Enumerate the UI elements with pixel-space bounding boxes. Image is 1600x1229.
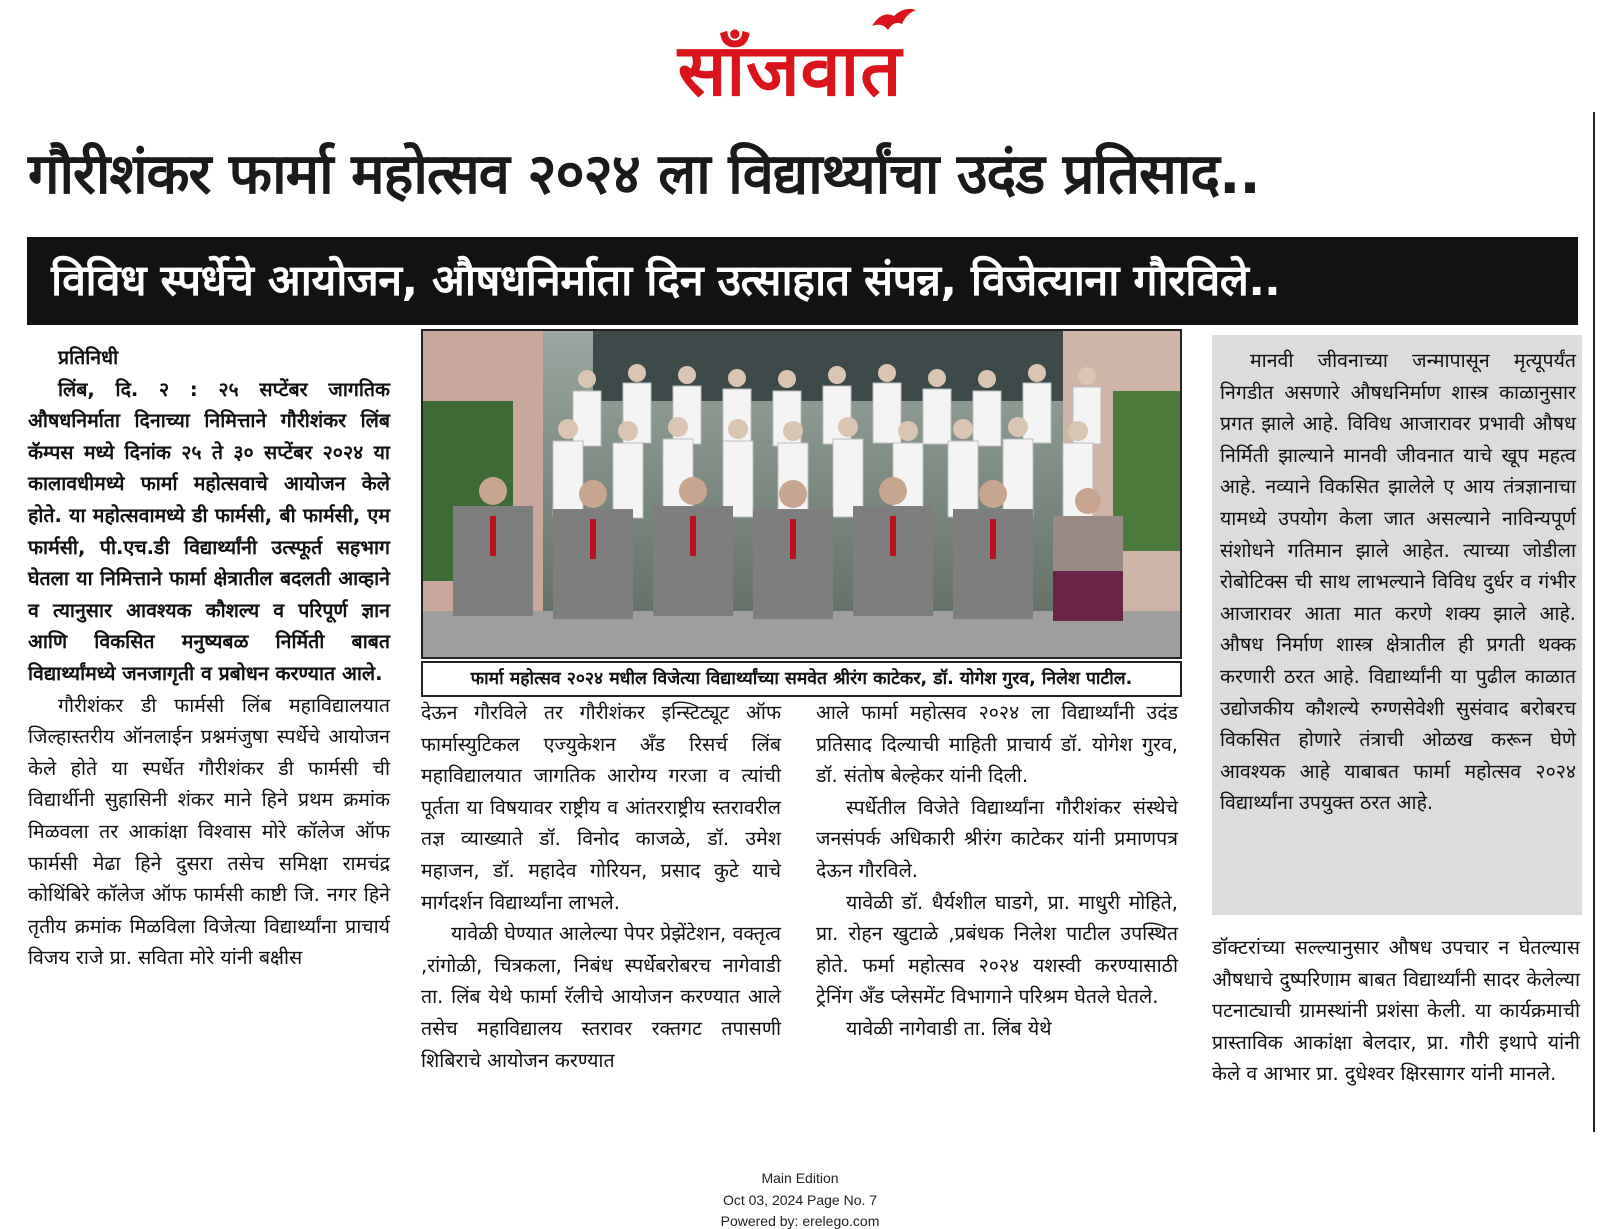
subheadline: विविध स्पर्धेचे आयोजन, औषधनिर्माता दिन उत्साहात संपन्न, विजेत्याना गौरविले.. [27, 237, 1578, 325]
byline: प्रतिनिधी [58, 346, 119, 369]
article-column-4 [1212, 932, 1580, 1090]
article-column-2 [421, 697, 781, 1076]
column-rule [1593, 112, 1595, 1132]
article-paragraph: स्पर्धेतील विजेते विद्यार्थ्यांना गौरीशंकर संस्थेचे जनसंपर्क अधिकारी श्रीरंग काटेकर यांनी प्रमाणपत्र देऊन गौरविले. [816, 795, 1178, 882]
article-column-1 [28, 342, 390, 974]
footer-date-page: Oct 03, 2024 Page No. 7 [722, 1192, 878, 1208]
article-paragraph: यावेळी नागेवाडी ता. लिंब येथे [846, 1016, 1052, 1040]
sidebar-box [1212, 335, 1582, 915]
footer-edition: Main Edition [761, 1170, 839, 1186]
group-photo-image [423, 331, 1180, 657]
article-paragraph: आले फार्मा महोत्सव २०२४ ला विद्यार्थ्यांनी उदंड प्रतिसाद दिल्याची माहिती प्राचार्य डॉ. योगेश गुरव, डॉ. संतोष बेल्हेकर यांनी दिली. [816, 701, 1178, 788]
article-column-3 [816, 697, 1178, 1045]
masthead-name: साँजवात [677, 28, 903, 112]
group-photo [421, 329, 1182, 659]
article-paragraph: गौरीशंकर डी फार्मसी लिंब महाविद्यालयात जिल्हास्तरीय ऑनलाईन प्रश्नमंजुषा स्पर्धेचे आयोजन केले होते या स्पर्धेत गौरीशंकर डी फार्मसी ची विद्यार्थीनी सुहासिनी शंकर माने हिने प्रथम क्रमांक मिळवला तर आकांक्षा विश्वास मोरे कॉलेज ऑफ फार्मसी मेढा हिने दुसरा तसेच समिक्षा रामचंद्र कोथिंबिरे कॉलेज ऑफ फार्मसी काष्टी जि. नगर हिने तृतीय क्रमांक मिळविला विजेत्या विद्यार्थ्यांना प्राचार्य विजय राजे प्रा. सविता मोरे यांनी बक्षीस [28, 693, 390, 970]
article-paragraph: यावेळी डॉ. धैर्यशील घाडगे, प्रा. माधुरी मोहिते, प्रा. रोहन खुटाळे ,प्रबंधक निलेश पाटील उपस्थित होते. फर्मा महोत्सव २०२४ यशस्वी करण्यासाठी ट्रेनिंग अँड प्लेसमेंट विभागाने परिश्रम घेतले घेतले. [816, 890, 1178, 1009]
article-paragraph: डॉक्टरांच्या सल्ल्यानुसार औषध उपचार न घेतल्यास औषधाचे दुष्परिणाम बाबत विद्यार्थ्यांनी सादर केलेल्या पटनाट्याची ग्रामस्थांनी प्रशंसा केली. या कार्यक्रमाची प्रास्ताविक आकांक्षा बेलदार, प्रा. गौरी इथापे यांनी केले व आभार प्रा. दुधेश्वर क्षिरसागर यांनी मानले. [1212, 936, 1580, 1086]
article-paragraph: लिंब, दि. २ : २५ सप्टेंबर जागतिक औषधनिर्माता दिनाच्या निमित्ताने गौरीशंकर लिंब कॅम्पस मध्ये दिनांक २५ ते ३० सप्टेंबर २०२४ या कालावधीमध्ये फार्मा महोत्सवाचे आयोजन केले होते. या महोत्सवामध्ये डी फार्मसी, बी फार्मसी, एम फार्मसी, पी.एच.डी विद्यार्थ्यांनी उत्स्फूर्त सहभाग घेतला या निमित्ताने फार्मा क्षेत्रातील बदलती आव्हाने व त्यानुसार आवश्यक कौशल्य व परिपूर्ण ज्ञान आणि विकसित मनुष्यबळ निर्मिती बाबत विद्यार्थ्यांमध्ये जनजागृती व प्रबोधन करण्यात आले. [28, 377, 390, 685]
sidebar-text: मानवी जीवनाच्या जन्मापासून मृत्यूपर्यंत निगडीत असणारे औषधनिर्माण शास्त्र काळानुसार प्रगत झाले आहे. विविध आजारावर प्रभावी औषध निर्मिती झाल्याने मानवी जीवनात याचे खूप महत्व आहे. नव्याने विकसित झालेले ए आय तंत्रज्ञानाचा यामध्ये उपयोग केला जात असल्याने नाविन्यपूर्ण संशोधने गतिमान झाले आहेत. त्याच्या जोडीला रोबोटिक्स ची साथ लाभल्याने विविध दुर्धर व गंभीर आजारावर आता मात करणे शक्य झाले आहे. औषध निर्माण शास्त्र क्षेत्रातील ही प्रगती थक्क करणारी ठरत आहे. विद्यार्थ्यांनी या पुढील काळात उद्योजकीय कौशल्ये रुग्णसेवेशी सुसंवाद बरोबरच विकसित होणारे तंत्राची ओळख करून घेणे आवश्यक आहे याबाबत फार्मा महोत्सव २०२४ विद्यार्थ्यांना उपयुक्त ठरत आहे. [1220, 349, 1576, 815]
footer-powered-by: Powered by: erelego.com [720, 1213, 880, 1229]
masthead-logo [640, 2, 940, 112]
article-paragraph: देऊन गौरविले तर गौरीशंकर इन्स्टिट्यूट ऑफ फार्मास्युटिकल एज्युकेशन अँड रिसर्च लिंब महाविद्यालयात जागतिक आरोग्य गरजा व त्यांची पूर्तता या विषयावर राष्ट्रीय व आंतरराष्ट्रीय स्तरावरील तज्ञ व्याख्याते डॉ. विनोद काजळे, डॉ. उमेश महाजन, डॉ. महादेव गोरियन, प्रसाद कुटे याचे मार्गदर्शन विद्यार्थ्यांना लाभले. [421, 701, 781, 914]
article-paragraph: यावेळी घेण्यात आलेल्या पेपर प्रेझेंटेशन, वक्तृत्व ,रांगोळी, चित्रकला, निबंध स्पर्धेबरोबरच नागेवाडी ता. लिंब येथे फार्मा रॅलीचे आयोजन करण्यात आले तसेच महाविद्यालय स्तरावर रक्तगट तपासणी शिबिराचे आयोजन करण्यात [421, 922, 781, 1072]
photo-caption: फार्मा महोत्सव २०२४ मधील विजेत्या विद्यार्थ्यांच्या समवेत श्रीरंग काटेकर, डॉ. योगेश गुरव, निलेश पाटील. [421, 661, 1182, 697]
headline: गौरीशंकर फार्मा महोत्सव २०२४ ला विद्यार्थ्यांचा उदंड प्रतिसाद.. [28, 142, 1260, 207]
